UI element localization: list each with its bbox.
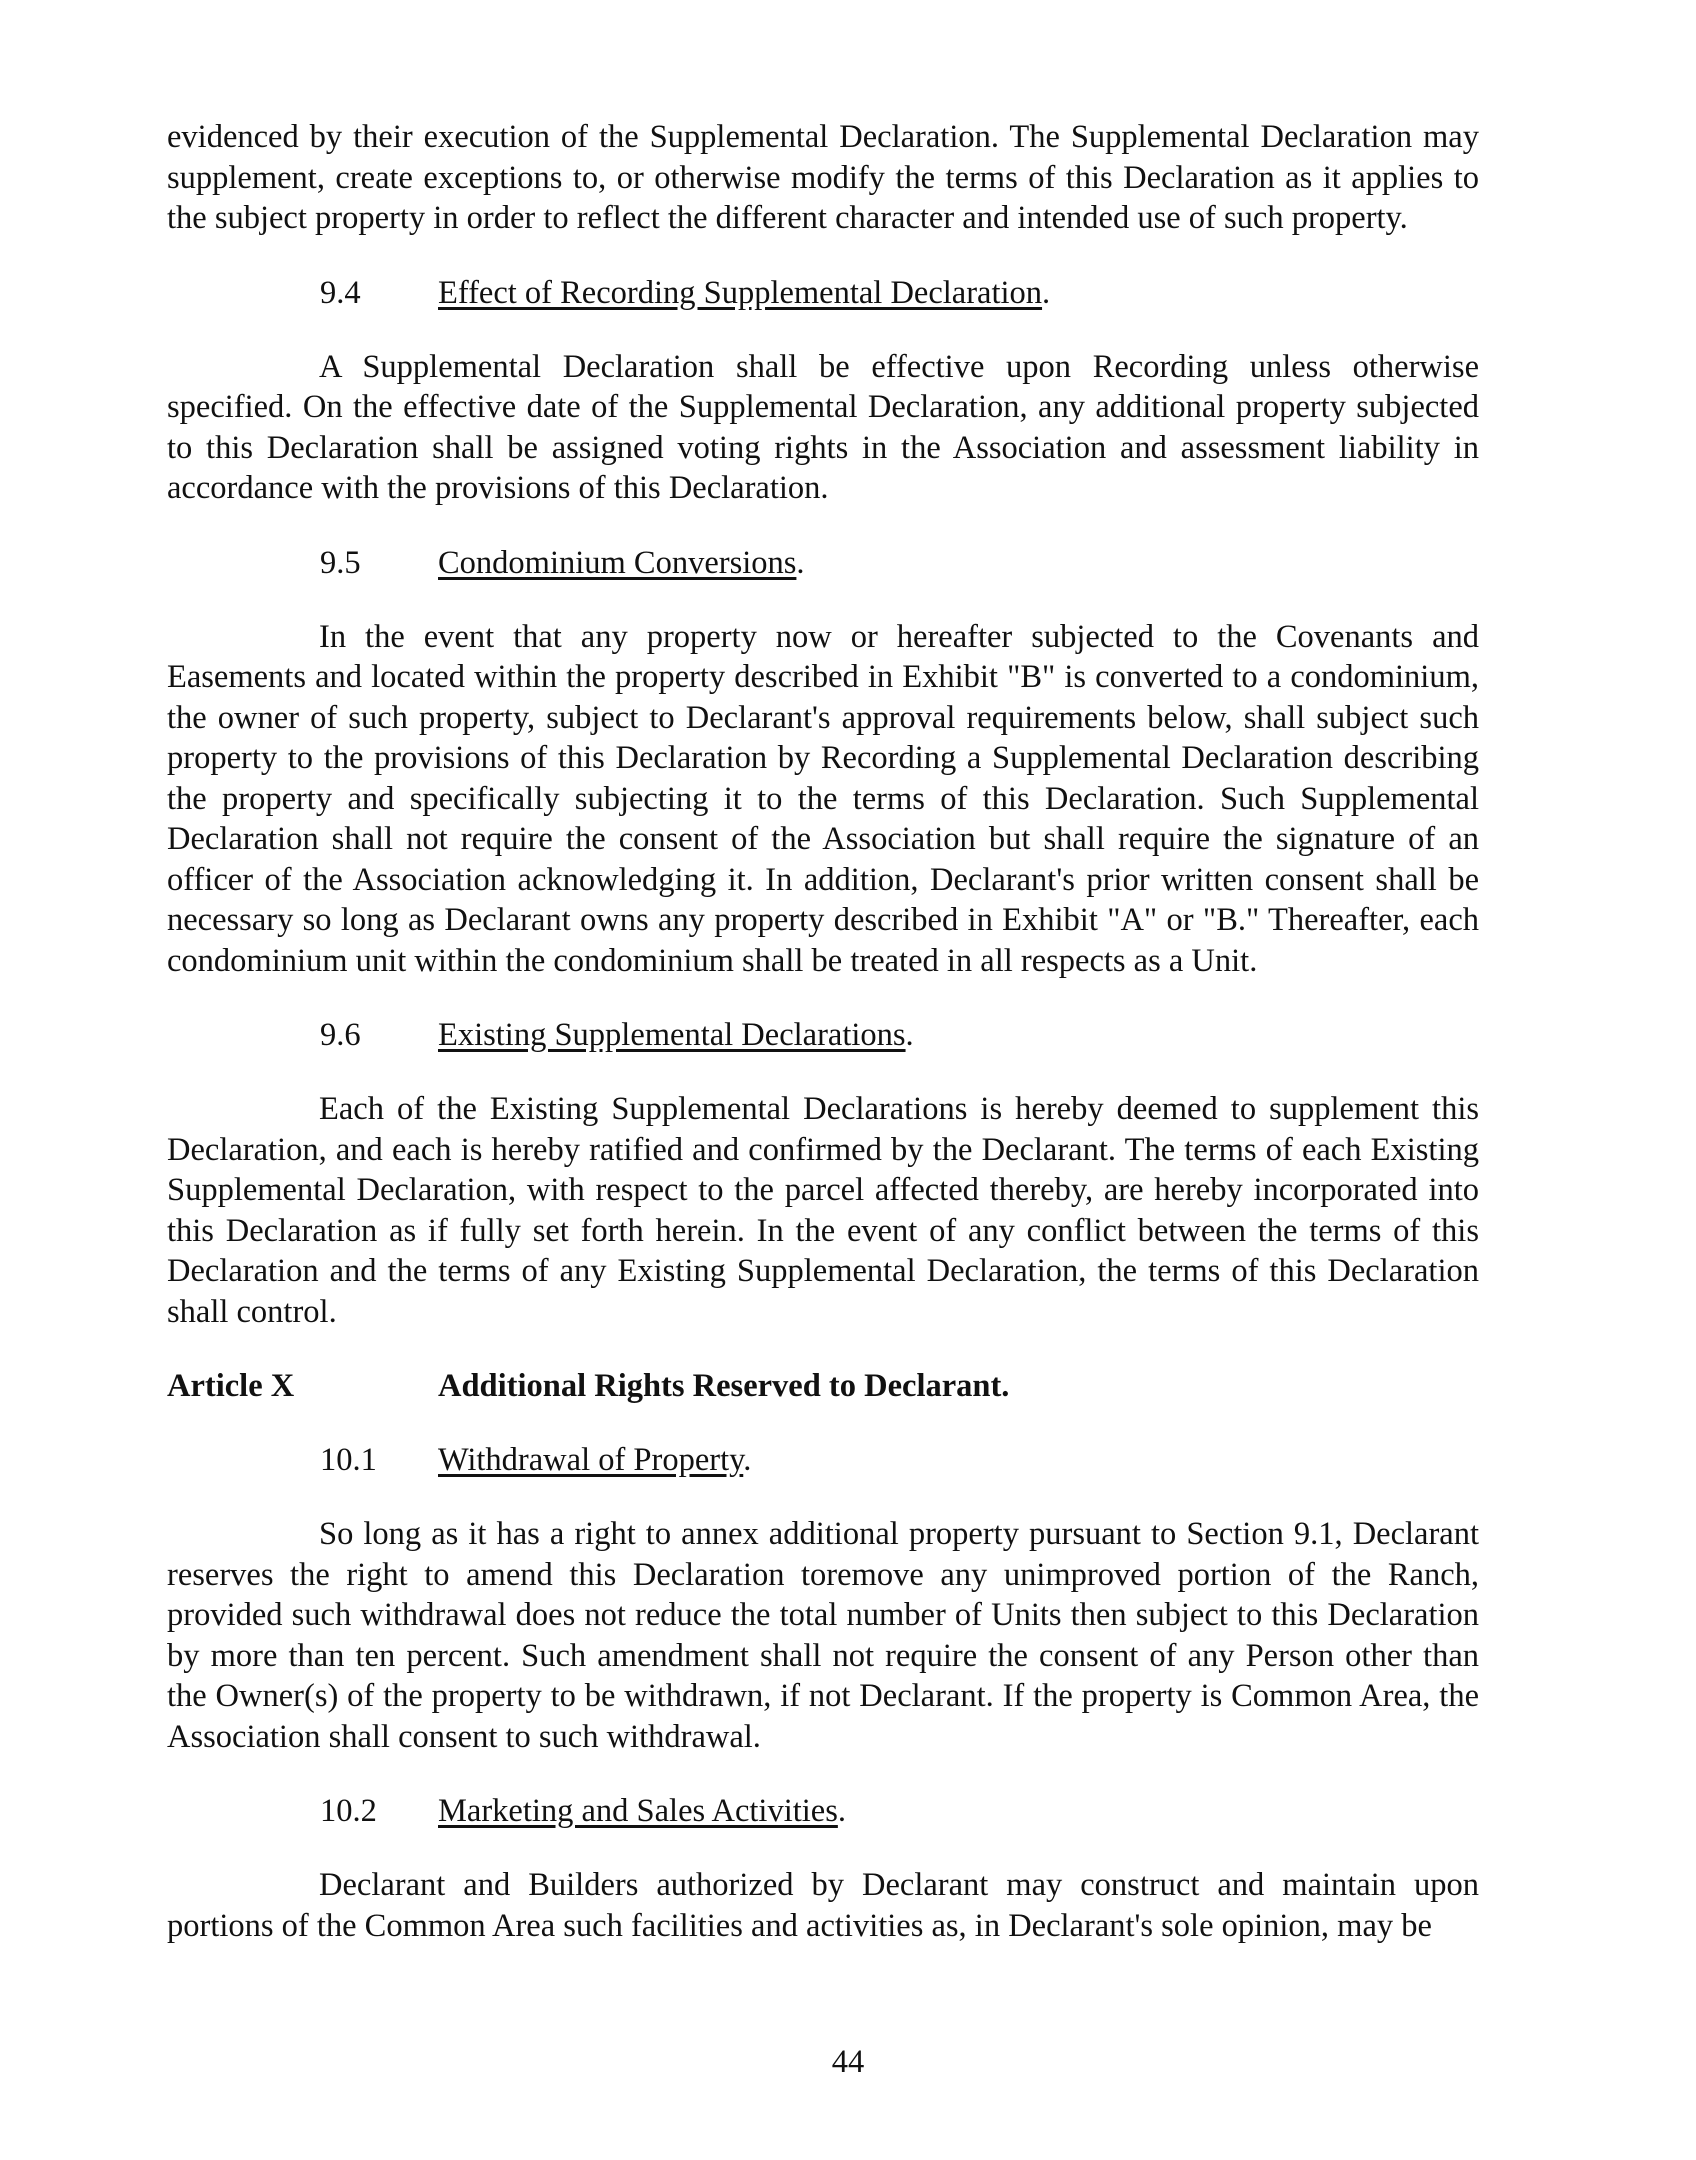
section-title-suffix: . (743, 1442, 752, 1478)
section-number: 10.2 (320, 1793, 377, 1829)
section-number: 9.4 (320, 274, 361, 311)
paragraph-10-1: So long as it has a right to annex additional property pursuant to Section 9.1, Declarant reserves the right to amend this Declaration toremove any unimproved portion of the Ranch, provided such withdrawal does not reduce the total number of Units then subject to this Declaration by more than ten percent. Such amendment shall not require the consent of any Person other than the Owner(s) of the property to be withdrawn, if not Declarant. If the property is Common Area, the Association shall consent to such withdrawal. (167, 1516, 1479, 1755)
article-title: Additional Rights Reserved to Declarant. (438, 1368, 1010, 1404)
paragraph-9-4: A Supplemental Declaration shall be effective upon Recording unless otherwise specified. On the effective date of the Supplemental Declaration, any additional property subjected to this Declaration shall be assigned voting rights in the Association and assessment liability in accordance with the provisions of this Declaration. (167, 348, 1479, 506)
page-number: 44 (831, 2044, 865, 2080)
section-title: Withdrawal of Property (438, 1442, 744, 1478)
document-body (167, 117, 1479, 1946)
section-title-suffix: . (905, 1017, 914, 1053)
section-number: 9.5 (320, 544, 361, 581)
section-heading-9-4 (167, 273, 1479, 313)
paragraph-10-2: Declarant and Builders authorized by Declarant may construct and maintain upon portions of the Common Area such facilities and activities as, in Declarant's sole opinion, may be (167, 1867, 1479, 1944)
section-title-wrap (438, 273, 1050, 314)
section-heading-9-5 (167, 543, 1479, 583)
section-number: 10.1 (320, 1442, 377, 1478)
section-title-suffix: . (796, 544, 805, 581)
section-title: Effect of Recording Supplemental Declaration (438, 274, 1043, 311)
section-title: Condominium Conversions (438, 544, 797, 581)
section-title-wrap (438, 1015, 914, 1056)
paragraph-continuation: evidenced by their execution of the Supplemental Declaration. The Supplemental Declaration may supplement, create exceptions to, or otherwise modify the terms of this Declaration as it applies to the subject property in order to reflect the different character and intended use of such property. (167, 119, 1479, 236)
section-title-suffix: . (1042, 274, 1051, 311)
section-title-wrap (438, 543, 805, 584)
paragraph-9-6: Each of the Existing Supplemental Declarations is hereby deemed to supplement this Declaration, and each is hereby ratified and confirmed by the Declarant. The terms of each Existing Supplemental Declaration, with respect to the parcel affected thereby, are hereby incorporated into this Declaration as if fully set forth herein. In the event of any conflict between the terms of this Declaration and the terms of any Existing Supplemental Declaration, the terms of this Declaration shall control. (167, 1091, 1479, 1330)
section-title: Marketing and Sales Activities (438, 1793, 838, 1829)
article-heading-x (167, 1366, 1479, 1406)
section-number: 9.6 (320, 1017, 361, 1053)
section-heading-10-2 (167, 1791, 1479, 1831)
section-title-suffix: . (837, 1793, 846, 1829)
section-title-wrap (438, 1791, 846, 1832)
paragraph-9-5: In the event that any property now or hereafter subjected to the Covenants and Easements and located within the property described in Exhibit "B" is converted to a condominium, the owner of such property, subject to Declarant's approval requirements below, shall subject such property to the provisions of this Declaration by Recording a Supplemental Declaration describing the property and specifically subjecting it to the terms of this Declaration. Such Supplemental Declaration shall not require the consent of the Association but shall require the signature of an officer of the Association acknowledging it. In addition, Declarant's prior written consent shall be necessary so long as Declarant owns any property described in Exhibit "A" or "B." Thereafter, each condominium unit within the condominium shall be treated in all respects as a Unit. (167, 618, 1479, 979)
article-number: Article X (167, 1368, 295, 1404)
section-heading-10-1 (167, 1440, 1479, 1480)
section-heading-9-6 (167, 1015, 1479, 1055)
section-title: Existing Supplemental Declarations (438, 1017, 906, 1053)
section-title-wrap (438, 1440, 751, 1481)
